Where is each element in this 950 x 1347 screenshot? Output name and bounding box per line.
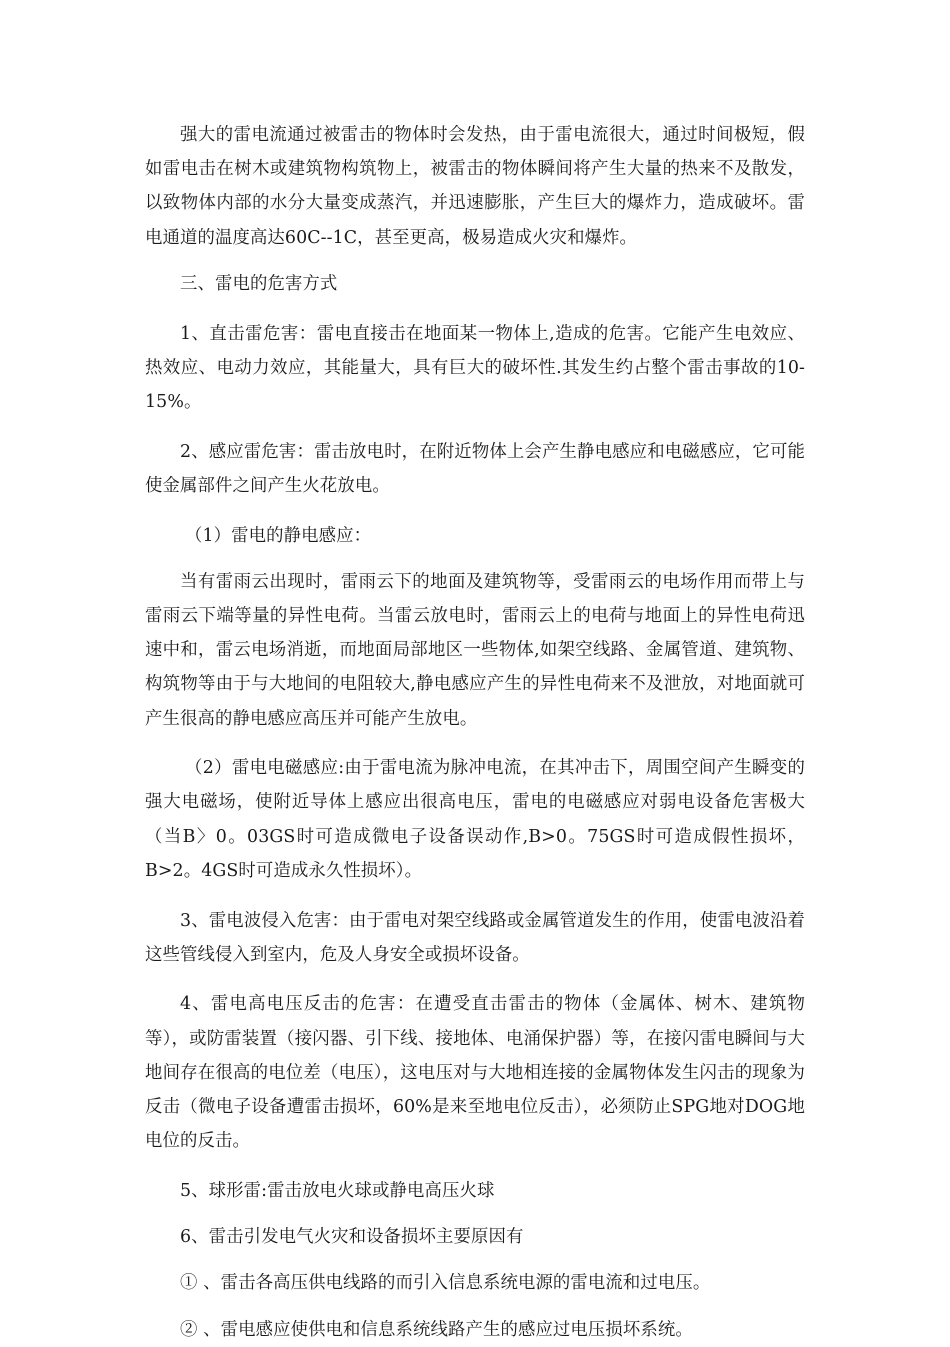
document-body [145, 118, 805, 1347]
paragraph-wave-intrusion: 3、雷电波侵入危害：由于雷电对架空线路或金属管道发生的作用，使雷电波沿着这些管线侵入到室内，危及人身安全或损坏设备。 [145, 910, 805, 965]
paragraph-direct-strike: 1、直击雷危害：雷电直接击在地面某一物体上,造成的危害。它能产生电效应、热效应、电动力效应，其能量大，具有巨大的破坏性.其发生约占整个雷击事故的10-15%。 [145, 323, 805, 412]
subheading-electrostatic-induction: （1）雷电的静电感应： [185, 525, 372, 546]
section-heading-hazard-modes: 三、雷电的危害方式 [180, 273, 338, 294]
list-item-cause-2: ② 、雷电感应使供电和信息系统线路产生的感应过电压损坏系统。 [180, 1319, 693, 1340]
list-item-cause-1: ① 、雷击各高压供电线路的而引入信息系统电源的雷电流和过电压。 [180, 1273, 711, 1294]
paragraph-fire-causes: 6、雷击引发电气火灾和设备损坏主要原因有 [180, 1227, 524, 1248]
paragraph-induced-lightning: 2、感应雷危害：雷击放电时，在附近物体上会产生静电感应和电磁感应，它可能使金属部件之间产生火花放电。 [145, 441, 805, 496]
paragraph-back-flashover: 4、雷电高电压反击的危害：在遭受直击雷击的物体（金属体、树木、建筑物等），或防雷装置（接闪器、引下线、接地体、电涌保护器）等，在接闪雷电瞬间与大地间存在很高的电位差（电压），这电压对与大地相连接的金属物体发生闪击的现象为反击（微电子设备遭雷击损坏，60%是来至地电位反击），必须防止SPG地对DOG地电位的反击。 [145, 994, 805, 1152]
paragraph-electromagnetic-induction: （2）雷电电磁感应:由于雷电流为脉冲电流，在其冲击下，周围空间产生瞬变的强大电磁场，使附近导体上感应出很高电压，雷电的电磁感应对弱电设备危害极大（当B〉0。03GS时可造成微电子设备误动作,B>0。75GS时可造成假性损坏，B>2。4GS时可造成永久性损坏）。 [145, 758, 805, 881]
paragraph-heat-effect: 强大的雷电流通过被雷击的物体时会发热，由于雷电流很大，通过时间极短，假如雷电击在树木或建筑物构筑物上，被雷击的物体瞬间将产生大量的热来不及散发，以致物体内部的水分大量变成蒸汽，并迅速膨胀，产生巨大的爆炸力，造成破坏。雷电通道的温度高达60C--1C，甚至更高，极易造成火灾和爆炸。 [145, 125, 805, 248]
paragraph-electrostatic-induction: 当有雷雨云出现时，雷雨云下的地面及建筑物等，受雷雨云的电场作用而带上与雷雨云下端等量的异性电荷。当雷云放电时，雷雨云上的电荷与地面上的异性电荷迅速中和，雷云电场消逝，而地面局部地区一些物体,如架空线路、金属管道、建筑物、构筑物等由于与大地间的电阻较大,静电感应产生的异性电荷来不及泄放，对地面就可产生很高的静电感应高压并可能产生放电。 [145, 571, 805, 729]
paragraph-ball-lightning: 5、球形雷:雷击放电火球或静电高压火球 [180, 1180, 495, 1201]
